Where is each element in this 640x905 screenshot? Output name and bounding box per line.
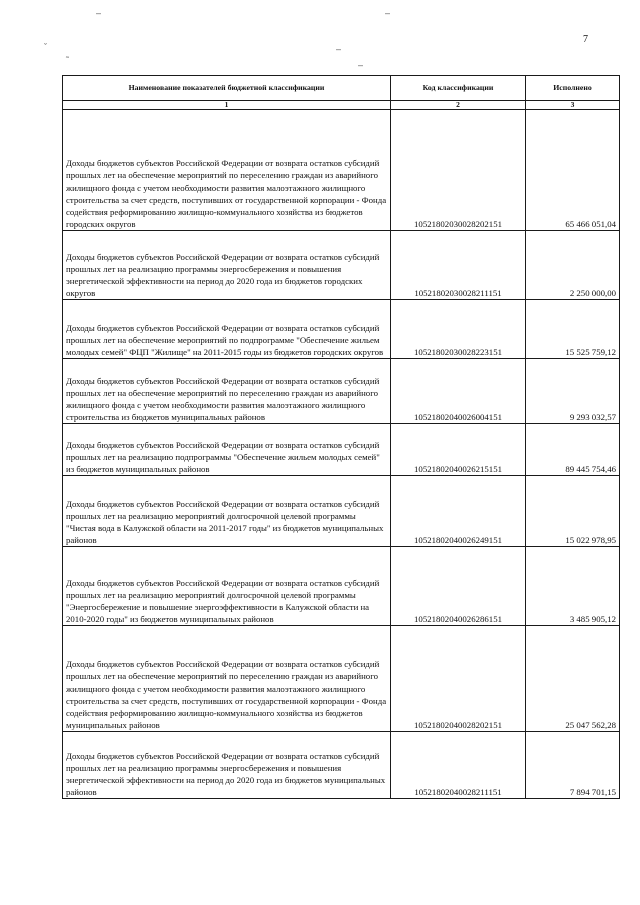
row-code: 10521802040028211151: [391, 732, 526, 799]
table-row: [63, 110, 620, 231]
row-name: Доходы бюджетов субъектов Российской Федерации от возврата остатков субсидий прошлых лет на реализацию мероприятий долгосрочной целевой программы "Энергосбережение и повышение энергоэффективности в Калужской области на 2010-2020 годы" из бюджетов муниципальных районов: [63, 547, 391, 626]
row-code: 10521802040026249151: [391, 476, 526, 547]
row-amount: 2 250 000,00: [526, 231, 620, 300]
page-number: 7: [583, 34, 588, 45]
row-name: Доходы бюджетов субъектов Российской Федерации от возврата остатков субсидий прошлых лет на реализацию подпрограммы "Обеспечение жильем молодых семей" из бюджетов муниципальных районов: [63, 424, 391, 476]
row-code: 10521802030028202151: [391, 110, 526, 231]
row-amount: 89 445 754,46: [526, 424, 620, 476]
row-name: Доходы бюджетов субъектов Российской Федерации от возврата остатков субсидий прошлых лет на реализацию мероприятий долгосрочной целевой программы "Чистая вода в Калужской области на 2011-2017 годы" из бюджетов муниципальных районов: [63, 476, 391, 547]
table-row: [63, 300, 620, 359]
scan-mark: –: [336, 44, 342, 54]
row-amount: 25 047 562,28: [526, 626, 620, 732]
row-code: 10521802040026215151: [391, 424, 526, 476]
row-code: 10521802040026286151: [391, 547, 526, 626]
header-code: Код классификации: [391, 76, 526, 101]
table-row: [63, 359, 620, 424]
scan-mark: ˜: [66, 55, 69, 65]
column-number-row: [63, 101, 620, 110]
row-name: Доходы бюджетов субъектов Российской Федерации от возврата остатков субсидий прошлых лет на обеспечение мероприятий по переселению граждан из аварийного жилищного фонда с учетом необходимости развития малоэтажного жилищного строительства за счет средств, поступивших от государственной корпорации - Фонда содействия реформированию жилищно-коммунального хозяйства из бюджетов городских округов: [63, 110, 391, 231]
scan-mark: –: [358, 60, 364, 70]
row-amount: 15 022 978,95: [526, 476, 620, 547]
table-row: [63, 547, 620, 626]
table-row: [63, 424, 620, 476]
table-row: [63, 476, 620, 547]
row-amount: 9 293 032,57: [526, 359, 620, 424]
scan-mark: –: [96, 8, 102, 18]
budget-table: [62, 75, 620, 799]
row-code: 10521802030028223151: [391, 300, 526, 359]
table-row: [63, 732, 620, 799]
table-row: [63, 231, 620, 300]
row-name: Доходы бюджетов субъектов Российской Федерации от возврата остатков субсидий прошлых лет на реализацию программы энергосбережения и повышения энергетической эффективности на период до 2020 года из бюджетов муниципальных районов: [63, 732, 391, 799]
table-row: [63, 626, 620, 732]
column-number-3: 3: [526, 101, 620, 110]
row-code: 10521802040026004151: [391, 359, 526, 424]
scan-mark: ˇ: [44, 42, 47, 52]
header-amount: Исполнено: [526, 76, 620, 101]
header-row: [63, 76, 620, 101]
row-code: 10521802040028202151: [391, 626, 526, 732]
column-number-2: 2: [391, 101, 526, 110]
row-amount: 65 466 051,04: [526, 110, 620, 231]
column-number-1: 1: [63, 101, 391, 110]
row-name: Доходы бюджетов субъектов Российской Федерации от возврата остатков субсидий прошлых лет на обеспечение мероприятий по подпрограмме "Обеспечение жильем молодых семей" ФЦП "Жилище" на 2011-2015 годы из бюджетов городских округов: [63, 300, 391, 359]
row-amount: 15 525 759,12: [526, 300, 620, 359]
scan-mark: –: [385, 8, 391, 18]
row-amount: 7 894 701,15: [526, 732, 620, 799]
row-code: 10521802030028211151: [391, 231, 526, 300]
row-name: Доходы бюджетов субъектов Российской Федерации от возврата остатков субсидий прошлых лет на обеспечение мероприятий по переселению граждан из аварийного жилищного фонда с учетом необходимости развития малоэтажного жилищного строительства за счет средств, поступивших от государственной корпорации - Фонда содействия реформированию жилищно-коммунального хозяйства из бюджетов муниципальных районов: [63, 626, 391, 732]
header-name: Наименование показателей бюджетной классификации: [63, 76, 391, 101]
row-amount: 3 485 905,12: [526, 547, 620, 626]
row-name: Доходы бюджетов субъектов Российской Федерации от возврата остатков субсидий прошлых лет на реализацию программы энергосбережения и повышения энергетической эффективности на период до 2020 года из бюджетов городских округов: [63, 231, 391, 300]
row-name: Доходы бюджетов субъектов Российской Федерации от возврата остатков субсидий прошлых лет на обеспечение мероприятий по переселению граждан из аварийного жилищного фонда с учетом необходимости развития малоэтажного жилищного строительства из бюджетов муниципальных районов: [63, 359, 391, 424]
